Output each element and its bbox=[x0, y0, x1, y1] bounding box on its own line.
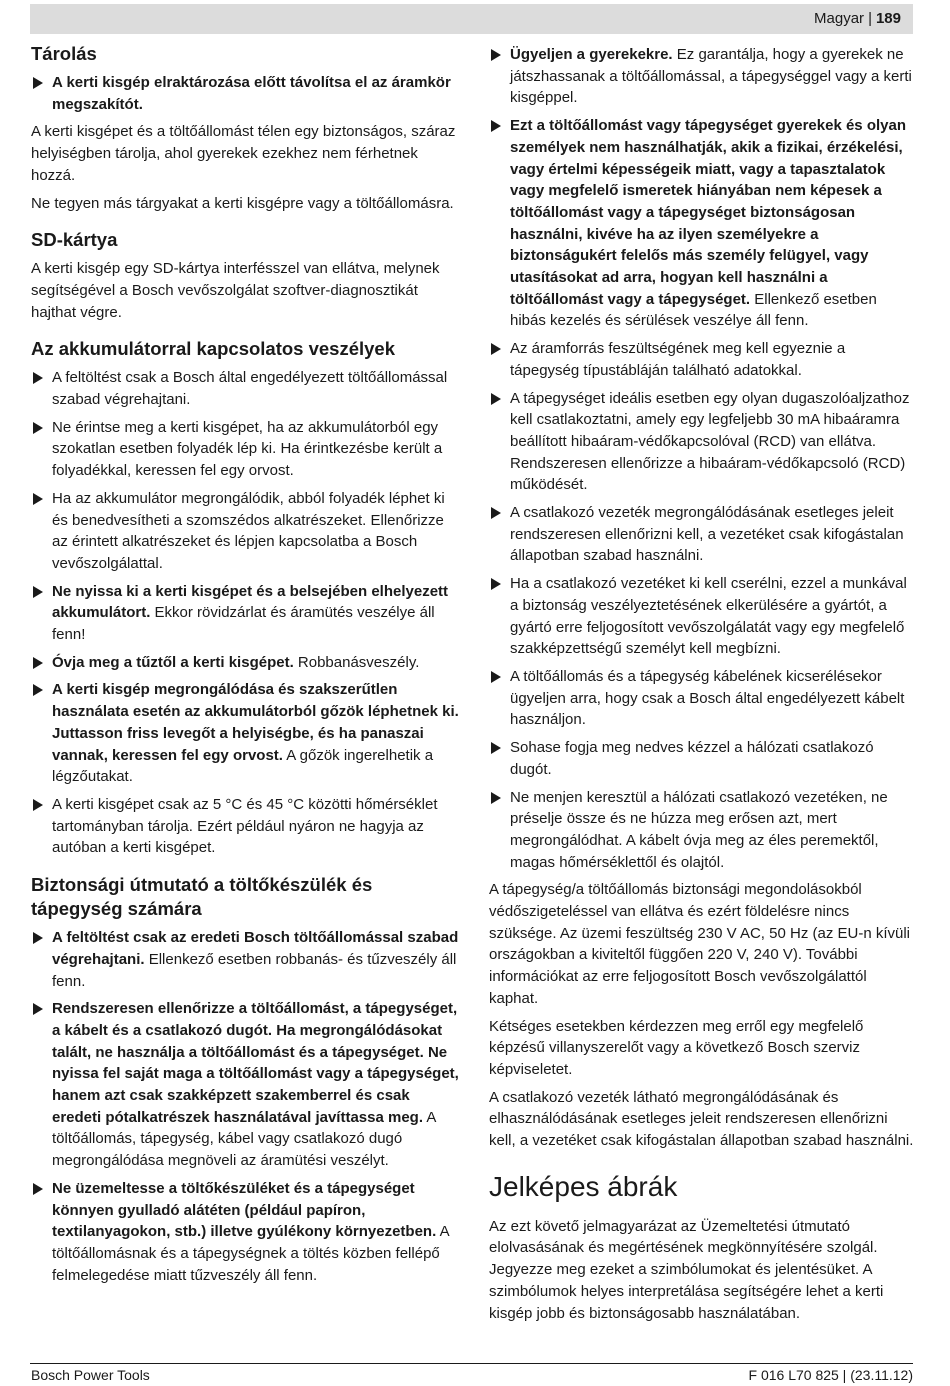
bullet-item bbox=[31, 72, 461, 115]
bullet-text: Ha az akkumulátor megrongálódik, abból folyadék léphet ki és benedvesítheti a szomszédos alkatrészeket. Ellenőrizze az érintett alkatrészeket és lépjen kapcsolatba a Bosch vevőszolgálattal. bbox=[52, 489, 445, 572]
bullet-item bbox=[489, 787, 915, 874]
section-title-charger: Biztonsági útmutató a töltőkészülék és tápegység számára bbox=[31, 874, 373, 920]
paragraph: Az ezt követő jelmagyarázat az Üzemeltetési útmutató elolvasásának és megértésének megkönnyítésére szolgál. Jegyezze meg ezeket a szimbólumokat és jelentésüket. A szimbólumok helyes interpretálása segítségére lehet a kerti kisgép jobb és biztonságosabb használatában. bbox=[489, 1217, 884, 1322]
bullet-text: A töltőállomásnak és a tápegységnek a töltés közben fellépő felmelegedése miatt tűzveszély áll fenn. bbox=[52, 1223, 449, 1284]
bullet-item bbox=[489, 44, 915, 109]
header-separator: | bbox=[868, 10, 872, 27]
section-title-storage: Tárolás bbox=[31, 43, 97, 64]
bullet-item bbox=[31, 998, 461, 1172]
bullet-item bbox=[31, 488, 461, 575]
bullet-text: A gőzök ingerelhetik a légzőutakat. bbox=[52, 746, 434, 786]
bullet-item bbox=[31, 1178, 461, 1287]
bullet-item bbox=[489, 388, 915, 497]
bullet-item bbox=[31, 652, 461, 674]
bullet-triangle-icon bbox=[491, 120, 501, 132]
bullet-item bbox=[489, 115, 915, 332]
section-title-sd: SD-kártya bbox=[31, 229, 118, 251]
bullet-bold: Ezt a töltőállomást vagy tápegységet gyerekek és olyan személyek nem használhatják, akik a fizikai, érzékelési, vagy értelmi képességeik miatt, vagy a tapasztalatok vagy megfelelő ismeretek hiányában nem képesek a töltőállomást vagy a tápegységet biztonságosan használni, kivéve ha az ilyen személyekre a biztonságukért felelős más személy felügyel, vagy utasításokat ad arra, hogyan kell használni a töltőállomást vagy a tápegységet. bbox=[510, 117, 906, 308]
bullet-triangle-icon bbox=[33, 493, 43, 505]
bullet-bold: Óvja meg a tűztől a kerti kisgépet. bbox=[52, 653, 294, 671]
bullet-bold: A feltöltést csak az eredeti Bosch töltőállomással szabad végrehajtani. bbox=[52, 929, 459, 968]
paragraph: A kerti kisgép egy SD-kártya interfésszel van ellátva, melynek segítségével a Bosch vevőszolgálat szoftver-diagnosztikát hajthat végre. bbox=[31, 260, 440, 321]
bullet-bold: A kerti kisgép elraktározása előtt távolítsa el az áramkör megszakítót. bbox=[52, 74, 451, 113]
bullet-bold: Ügyeljen a gyerekekre. bbox=[510, 46, 673, 63]
bullet-text: A töltőállomás, tápegység, kábel vagy csatlakozó dugó megrongálódása megnöveli az áramütési veszélyt. bbox=[52, 1108, 436, 1170]
footer-divider bbox=[30, 1363, 913, 1364]
paragraph: A csatlakozó vezeték látható megrongálódásának és elhasználódásának esetleges jeleit rendszeresen ellenőrizni kell, a vezetéket csak kifogástalan állapotban szabad használni. bbox=[489, 1088, 914, 1150]
bullet-text: A feltöltést csak a Bosch által engedélyezett töltőállomással szabad végrehajtani. bbox=[52, 369, 448, 409]
bullet-triangle-icon bbox=[491, 742, 501, 754]
bullet-bold: A kerti kisgép megrongálódása és szakszerűtlen használata esetén az akkumulátorból gőzök léphetnek ki. Juttasson friss levegőt a helyiségbe, és ha panaszai vannak, keressen fel egy orvost. bbox=[52, 681, 459, 764]
bullet-text: Ne menjen keresztül a hálózati csatlakozó vezetéken, ne préselje össze és ne húzza meg erősen azt, mert megrongálódhat. A kábelt óvja meg az éles peremektől, magas hőmérséklettől és olajtól. bbox=[510, 788, 888, 871]
bullet-text: Ellenkező esetben hibás kezelés és sérülések veszélye áll fenn. bbox=[510, 290, 877, 330]
section-title-symbols: Jelképes ábrák bbox=[489, 1170, 678, 1202]
page-header-bar bbox=[30, 4, 913, 34]
section-title-battery: Az akkumulátorral kapcsolatos veszélyek bbox=[31, 338, 396, 360]
bullet-triangle-icon bbox=[491, 671, 501, 683]
bullet-text: Ne érintse meg a kerti kisgépet, ha az akkumulátorból egy szokatlan esetben folyadék lép ki. Ha érintkezésbe került a folyadékkal, keressen fel egy orvost. bbox=[52, 418, 443, 480]
bullet-triangle-icon bbox=[33, 932, 43, 944]
bullet-item bbox=[31, 367, 461, 410]
bullet-item bbox=[31, 927, 461, 992]
bullet-item bbox=[489, 338, 915, 381]
bullet-text: A tápegységet ideális esetben egy olyan dugaszolóaljzathoz kell csatlakoztatni, amely egy legfeljebb 30 mA hibaáramra beállított hibaáram-védőkapcsolóval (RCD) van ellátva. Rendszeresen ellenőrizze a hibaáram-védőkapcsoló (RCD) működését. bbox=[510, 389, 910, 494]
bullet-triangle-icon bbox=[491, 578, 501, 590]
bullet-item bbox=[489, 666, 915, 731]
page-header bbox=[814, 10, 901, 27]
bullet-item bbox=[489, 737, 915, 780]
bullet-triangle-icon bbox=[33, 1183, 43, 1195]
bullet-text: Ha a csatlakozó vezetéket ki kell cserélni, ezzel a munkával a biztonság veszélyeztetésének elkerülésére a gyártót, a gyártó erre feljogosított vevőszolgálatát vagy egy megfelelő szakképzettségű személyt kell megbízni. bbox=[510, 575, 907, 658]
bullet-triangle-icon bbox=[33, 422, 43, 434]
bullet-item bbox=[31, 794, 461, 859]
bullet-bold: Rendszeresen ellenőrizze a töltőállomást, a tápegységet, a kábelt és a csatlakozó dugót. Ha megrongálódásokat talált, ne használja a töltőállomást és a tápegységet. Ne nyissa fel saját maga a töltőállomást vagy a tápegységet, hanem azt csak szakképzett szakemberrel és csak eredeti pótalkatrészek használatával javíttassa meg. bbox=[52, 1000, 459, 1126]
bullet-item bbox=[31, 679, 461, 788]
bullet-triangle-icon bbox=[33, 657, 43, 669]
left-column bbox=[31, 42, 461, 1292]
bullet-text: A kerti kisgépet csak az 5 °C és 45 °C közötti hőmérséklet tartományban tárolja. Ezért például nyáron ne hagyja az autóban a kerti kisgépet. bbox=[52, 795, 438, 857]
paragraph: A kerti kisgépet és a töltőállomást télen egy biztonságos, száraz helyiségben tárolja, ahol gyerekek ezekhez nem férhetnek hozzá. bbox=[31, 123, 456, 184]
bullet-item bbox=[31, 417, 461, 482]
bullet-triangle-icon bbox=[33, 77, 43, 89]
paragraph: Kétséges esetekben kérdezzen meg erről egy megfelelő képzésű villanyszerelőt vagy a következő Bosch szerviz képviseletet. bbox=[489, 1017, 864, 1078]
bullet-item bbox=[489, 573, 915, 660]
bullet-triangle-icon bbox=[491, 49, 501, 61]
bullet-text: A csatlakozó vezeték megrongálódásának esetleges jeleit rendszeresen ellenőrizni kell, a vezetéket csak kifogástalan állapotban szabad használni. bbox=[510, 504, 904, 565]
bullet-triangle-icon bbox=[491, 507, 501, 519]
bullet-text: Ekkor rövidzárlat és áramütés veszélye áll fenn! bbox=[52, 604, 435, 644]
bullet-triangle-icon bbox=[33, 684, 43, 696]
bullet-text: Ez garantálja, hogy a gyerekek ne játszhassanak a töltőállomással, a tápegységgel vagy a kerti kisgéppel. bbox=[510, 46, 912, 107]
bullet-text: A töltőállomás és a tápegység kábelének kicserélésekor ügyeljen arra, hogy csak a Bosch által engedélyezett kábelt használjon. bbox=[510, 667, 905, 729]
bullet-triangle-icon bbox=[33, 1003, 43, 1015]
bullet-triangle-icon bbox=[491, 343, 501, 355]
right-column bbox=[489, 44, 915, 1330]
header-section: Magyar bbox=[814, 10, 865, 27]
bullet-text: Sohase fogja meg nedves kézzel a hálózati csatlakozó dugót. bbox=[510, 739, 874, 778]
bullet-bold: Ne nyissa ki a kerti kisgépet és a belsejében elhelyezett akkumulátort. bbox=[52, 582, 449, 622]
paragraph: Ne tegyen más tárgyakat a kerti kisgépre vagy a töltőállomásra. bbox=[31, 194, 454, 212]
footer-brand: Bosch Power Tools bbox=[31, 1367, 150, 1383]
bullet-text: Az áramforrás feszültségének meg kell egyeznie a tápegység típustábláján található adatokkal. bbox=[510, 340, 846, 379]
bullet-triangle-icon bbox=[491, 792, 501, 804]
bullet-triangle-icon bbox=[33, 586, 43, 598]
bullet-bold: Ne üzemeltesse a töltőkészüléket és a tápegységet könnyen gyulladó alátéten (például papíron, textilanyagokon, stb.) illetve gyúlékony környezetben. bbox=[52, 1179, 437, 1241]
bullet-triangle-icon bbox=[33, 372, 43, 384]
bullet-item bbox=[31, 581, 461, 646]
bullet-triangle-icon bbox=[33, 799, 43, 811]
bullet-text: Robbanásveszély. bbox=[293, 653, 420, 671]
bullet-text: Ellenkező esetben robbanás- és tűzveszély áll fenn. bbox=[52, 950, 457, 990]
bullet-triangle-icon bbox=[491, 393, 501, 405]
bullet-item bbox=[489, 502, 915, 567]
footer-doc-id: F 016 L70 825 | (23.11.12) bbox=[748, 1367, 913, 1383]
page-number: 189 bbox=[875, 10, 901, 27]
paragraph: A tápegység/a töltőállomás biztonsági megondolásokból védőszigeteléssel van ellátva és ezért földelésre nincs szüksége. Az üzemi feszültség 230 V AC, 50 Hz (az EU-n kívüli országokban a kiviteltől függően 220 V, 240 V). További információkat az erre feljogosított Bosch vevőszolgálattól kaphat. bbox=[489, 881, 911, 1007]
